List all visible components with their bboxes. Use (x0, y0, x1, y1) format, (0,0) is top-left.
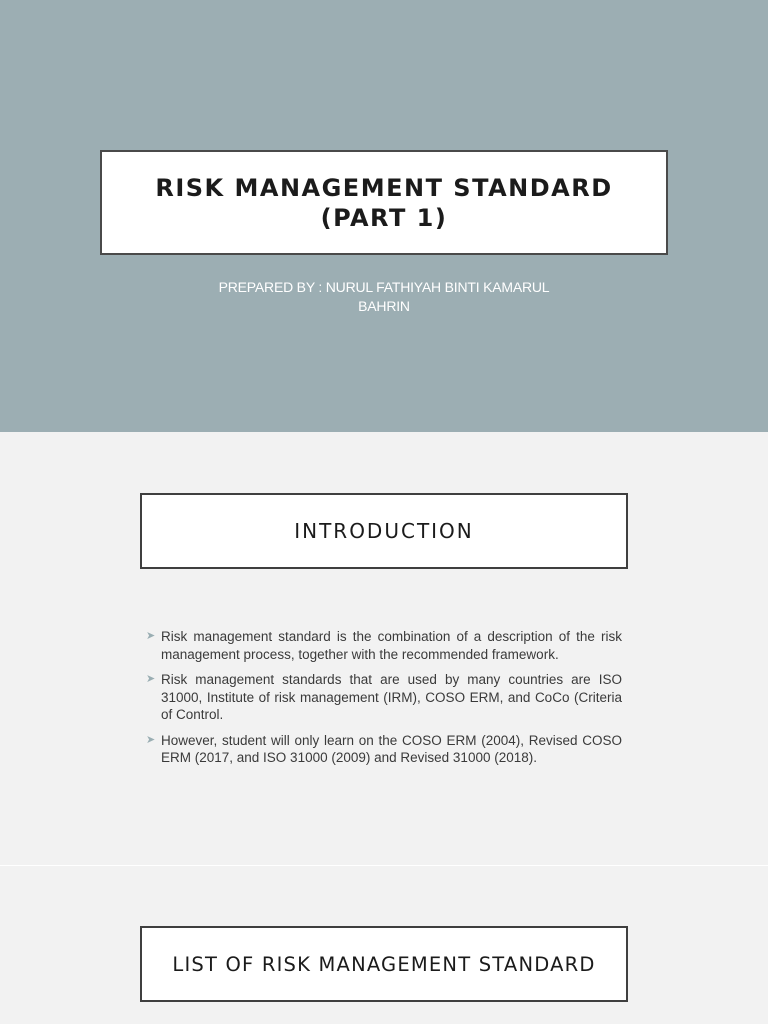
arrowhead-bullet-icon: ➤ (146, 630, 156, 642)
subtitle-line-2: BAHRIN (358, 298, 410, 314)
list-item (146, 732, 622, 767)
arrowhead-bullet-icon: ➤ (146, 733, 156, 746)
subtitle-line-1: PREPARED BY : NURUL FATHIYAH BINTI KAMARUL (218, 279, 550, 295)
introduction-heading: INTRODUCTION (294, 519, 474, 543)
bullet-text: Risk management standard is the combination of a description of the risk management process, together with the recommended framework. (161, 629, 622, 662)
prepared-by-subtitle (184, 278, 584, 316)
list-item (146, 628, 622, 663)
introduction-heading-box (140, 493, 628, 569)
bullet-text: Risk management standards that are used by many countries are ISO 31000, Institute of risk management (IRM), COSO ERM, and CoCo (Criteria of Control. (161, 672, 622, 722)
slide-title-line-2: (PART 1) (320, 203, 448, 232)
arrowhead-bullet-icon: ➤ (146, 673, 156, 685)
list-heading: LIST OF RISK MANAGEMENT STANDARD (172, 952, 596, 976)
list-heading-box (140, 926, 628, 1002)
bullet-text: However, student will only learn on the COSO ERM (2004), Revised COSO ERM (2017, and ISO 31000 (2009) and Revised 31000 (2018). (161, 732, 622, 765)
title-box (100, 150, 668, 255)
title-slide (0, 0, 768, 432)
list-item (146, 671, 622, 724)
slide-title-line-1: RISK MANAGEMENT STANDARD (155, 173, 613, 202)
introduction-bullet-list (146, 628, 622, 775)
